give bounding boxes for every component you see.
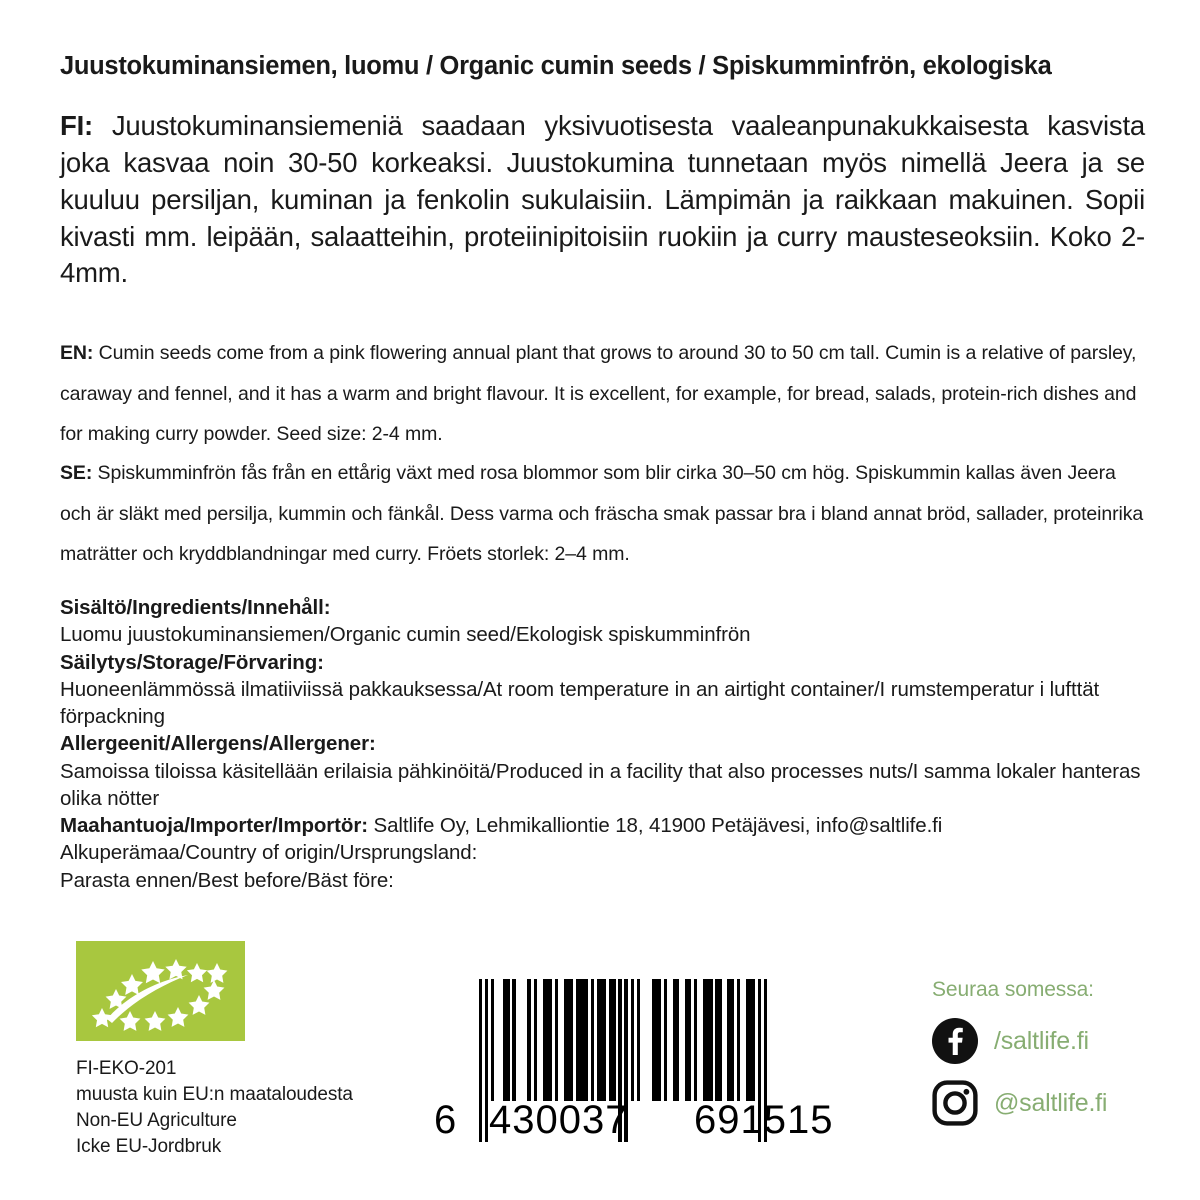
organic-code: FI-EKO-201 — [76, 1058, 177, 1079]
organic-origin-fi: muusta kuin EU:n maataloudesta — [76, 1084, 353, 1106]
barcode-bar — [637, 979, 640, 1101]
importer-heading: Maahantuoja/Importer/Importör: — [60, 814, 368, 837]
barcode-bar — [591, 979, 594, 1101]
product-info-block — [60, 594, 1152, 894]
language-label-se: SE: — [60, 462, 93, 484]
barcode-bar — [718, 979, 721, 1101]
barcode-bar — [737, 979, 740, 1101]
instagram-icon — [932, 1080, 978, 1126]
barcode-bar — [688, 979, 691, 1101]
page-title: Juustokuminansiemen, luomu / Organic cumin seeds / Spiskumminfrön, ekologiska — [60, 52, 1052, 80]
organic-origin-se: Icke EU-Jordbruk — [76, 1136, 222, 1158]
language-label-fi: FI: — [60, 110, 93, 141]
storage-value: Huoneenlämmössä ilmatiiviissä pakkauksessa/At room temperature in an airtight container/I rumstemperatur i lufttät förpackning — [60, 677, 1100, 728]
barcode-bar — [506, 979, 509, 1101]
barcode-digits — [432, 1098, 834, 1142]
eu-organic-logo — [76, 941, 245, 1041]
instagram-handle[interactable]: @saltlife.fi — [994, 1088, 1108, 1117]
language-label-en: EN: — [60, 342, 94, 364]
social-section — [932, 978, 1182, 1138]
barcode-digit-first: 6 — [434, 1098, 458, 1142]
description-text-fi: Juustokuminansiemeniä saadaan yksivuotisesta vaaleanpunakukkaisesta kasvista joka kasvaa noin 30-50 korkeaksi. Juustokumina tunnetaan myös nimellä Jeera ja se kuuluu persiljan, kuminan ja fenkolin sukulaisiin. Lämpimän ja raikkaan makuinen. Sopii kivasti mm. leipään, salaatteihin, proteiinipitoisiin ruokiin ja curry mausteseoksiin. Koko 2-4mm. — [60, 110, 1145, 289]
organic-origin-en: Non-EU Agriculture — [76, 1110, 237, 1132]
euro-leaf-icon — [76, 941, 245, 1041]
ingredients-heading: Sisältö/Ingredients/Innehåll: — [60, 596, 331, 619]
barcode-bar — [752, 979, 755, 1101]
social-link-instagram[interactable] — [932, 1076, 1182, 1130]
barcode-bar — [709, 979, 712, 1101]
barcode-bar — [527, 979, 530, 1101]
facebook-handle[interactable]: /saltlife.fi — [994, 1026, 1089, 1055]
barcode-bar — [694, 979, 697, 1101]
barcode-bar — [534, 979, 537, 1101]
barcode-bar — [664, 979, 667, 1101]
barcode-bar — [730, 979, 733, 1101]
barcode-digits-right: 691515 — [694, 1098, 834, 1142]
description-fi — [60, 108, 1145, 292]
social-link-facebook[interactable] — [932, 1014, 1182, 1068]
barcode-bar — [631, 979, 634, 1101]
social-title: Seuraa somessa: — [932, 978, 1094, 1001]
barcode-bar — [585, 979, 588, 1101]
storage-heading: Säilytys/Storage/Förvaring: — [60, 650, 324, 674]
barcode-bar — [549, 979, 552, 1101]
barcode-bar — [612, 979, 615, 1101]
barcode-bar — [512, 979, 515, 1101]
importer-value: Saltlife Oy, Lehmikalliontie 18, 41900 Petäjävesi, info@saltlife.fi — [373, 814, 943, 837]
description-text-en: Cumin seeds come from a pink flowering annual plant that grows to around 30 to 50 cm tall. Cumin is a relative of parsley, caraway and fennel, and it has a warm and bright flavour. It is excellent, for example, for bread, salads, protein-rich dishes and for making curry powder. Seed size: 2-4 mm. — [60, 342, 1137, 446]
barcode-digits-left: 430037 — [489, 1098, 629, 1142]
barcode-bar — [491, 979, 494, 1101]
allergens-value: Samoissa tiloissa käsitellään erilaisia pähkinöitä/Produced in a facility that also processes nuts/I samma lokaler hanteras olika nötter — [60, 759, 1141, 810]
barcode — [432, 979, 834, 1142]
barcode-bar — [603, 979, 606, 1101]
best-before-label: Parasta ennen/Best before/Bäst före: — [60, 868, 394, 892]
description-text-se: Spiskumminfrön fås från en ettårig växt med rosa blommor som blir cirka 30–50 cm hög. Spiskummin kallas även Jeera och är släkt med persilja, kummin och fänkål. Dess varma och fräscha smak passar bra i bland annat bröd, sallader, proteinrika maträtter och kryddblandningar med curry. Fröets storlek: 2–4 mm. — [60, 462, 1144, 566]
ingredients-value: Luomu juustokuminansiemen/Organic cumin seed/Ekologisk spiskumminfrön — [60, 623, 751, 647]
facebook-icon — [932, 1018, 978, 1064]
barcode-bar — [658, 979, 661, 1101]
organic-certification-text — [76, 1056, 353, 1160]
allergens-heading: Allergeenit/Allergens/Allergener: — [60, 732, 376, 756]
description-en — [60, 333, 1152, 455]
barcode-bar — [555, 979, 558, 1101]
barcode-bar — [676, 979, 679, 1101]
importer-row — [60, 812, 1152, 839]
origin-label: Alkuperämaa/Country of origin/Ursprungsland: — [60, 841, 478, 865]
description-se — [60, 453, 1152, 575]
barcode-bar — [570, 979, 573, 1101]
